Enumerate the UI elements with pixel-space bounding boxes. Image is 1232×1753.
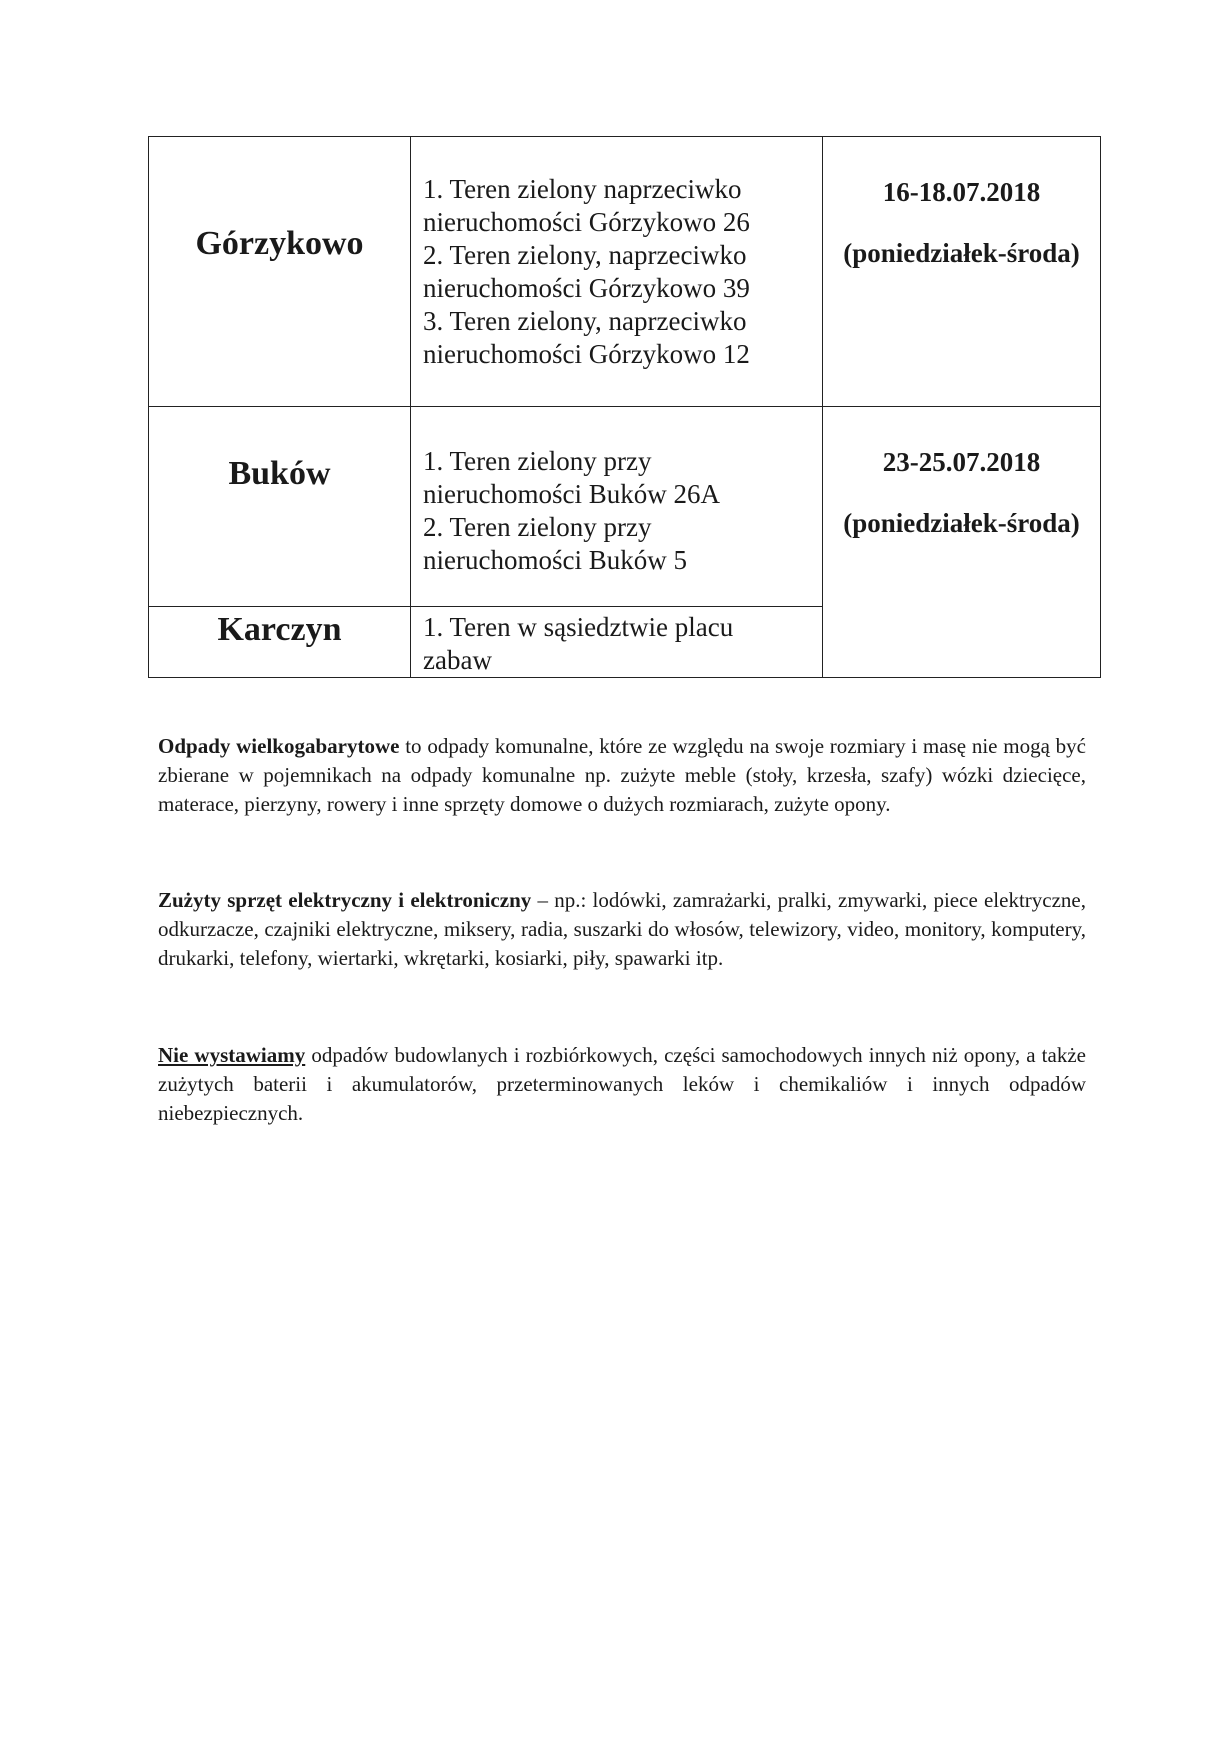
excluded-waste-term: Nie wystawiamy (158, 1043, 306, 1067)
collection-days: (poniedziałek-środa) (843, 238, 1080, 268)
location-line: 2. Teren zielony, naprzeciwko (423, 240, 747, 270)
collection-date: 23-25.07.2018 (882, 447, 1041, 477)
collection-date-cell (823, 137, 1101, 407)
location-list (411, 407, 823, 607)
collection-days: (poniedziałek-środa) (843, 508, 1080, 538)
collection-date: 16-18.07.2018 (882, 177, 1041, 207)
location-line: nieruchomości Górzykowo 39 (423, 273, 750, 303)
schedule-table (148, 136, 1101, 678)
bulky-waste-paragraph (158, 732, 1086, 819)
bulky-waste-term: Odpady wielkogabarytowe (158, 734, 400, 758)
schedule-row-bukow (149, 407, 1101, 607)
location-line: nieruchomości Górzykowo 26 (423, 207, 750, 237)
location-line: 1. Teren zielony przy (423, 446, 652, 476)
location-line: 2. Teren zielony przy (423, 512, 652, 542)
excluded-waste-paragraph (158, 1041, 1086, 1128)
excluded-waste-description: odpadów budowlanych i rozbiórkowych, części samochodowych innych niż opony, a także zużytych baterii i akumulatorów, przeterminowanych leków i chemikaliów i innych odpadów niebezpiecznych. (158, 1043, 1086, 1125)
location-list (411, 137, 823, 407)
location-line: 3. Teren zielony, naprzeciwko (423, 306, 747, 336)
location-line: zabaw (423, 645, 492, 675)
location-list (411, 607, 823, 678)
electronic-waste-description: – np.: lodówki, zamrażarki, pralki, zmywarki, piece elektryczne, odkurzacze, czajniki elektryczne, miksery, radia, suszarki do włosów, telewizory, video, monitory, komputery, drukarki, telefony, wiertarki, wkrętarki, kosiarki, piły, spawarki itp. (158, 888, 1087, 970)
location-line: nieruchomości Buków 26A (423, 479, 720, 509)
place-name: Karczyn (149, 607, 411, 678)
location-line: 1. Teren zielony naprzeciwko (423, 174, 742, 204)
bulky-waste-description: to odpady komunalne, które ze względu na swoje rozmiary i masę nie mogą być zbierane w pojemnikach na odpady komunalne np. zużyte meble (stoły, krzesła, szafy) wózki dziecięce, materace, pierzyny, rowery i inne sprzęty domowe o dużych rozmiarach, zużyte opony. (158, 734, 1087, 816)
collection-date-cell (823, 407, 1101, 678)
electronic-waste-term: Zużyty sprzęt elektryczny i elektroniczny (158, 888, 532, 912)
place-name: Górzykowo (149, 137, 411, 407)
location-line: 1. Teren w sąsiedztwie placu (423, 612, 734, 642)
location-line: nieruchomości Buków 5 (423, 545, 687, 575)
electronic-waste-paragraph (158, 886, 1086, 973)
schedule-row-gorzykowo (149, 137, 1101, 407)
location-line: nieruchomości Górzykowo 12 (423, 339, 750, 369)
place-name: Buków (149, 407, 411, 607)
